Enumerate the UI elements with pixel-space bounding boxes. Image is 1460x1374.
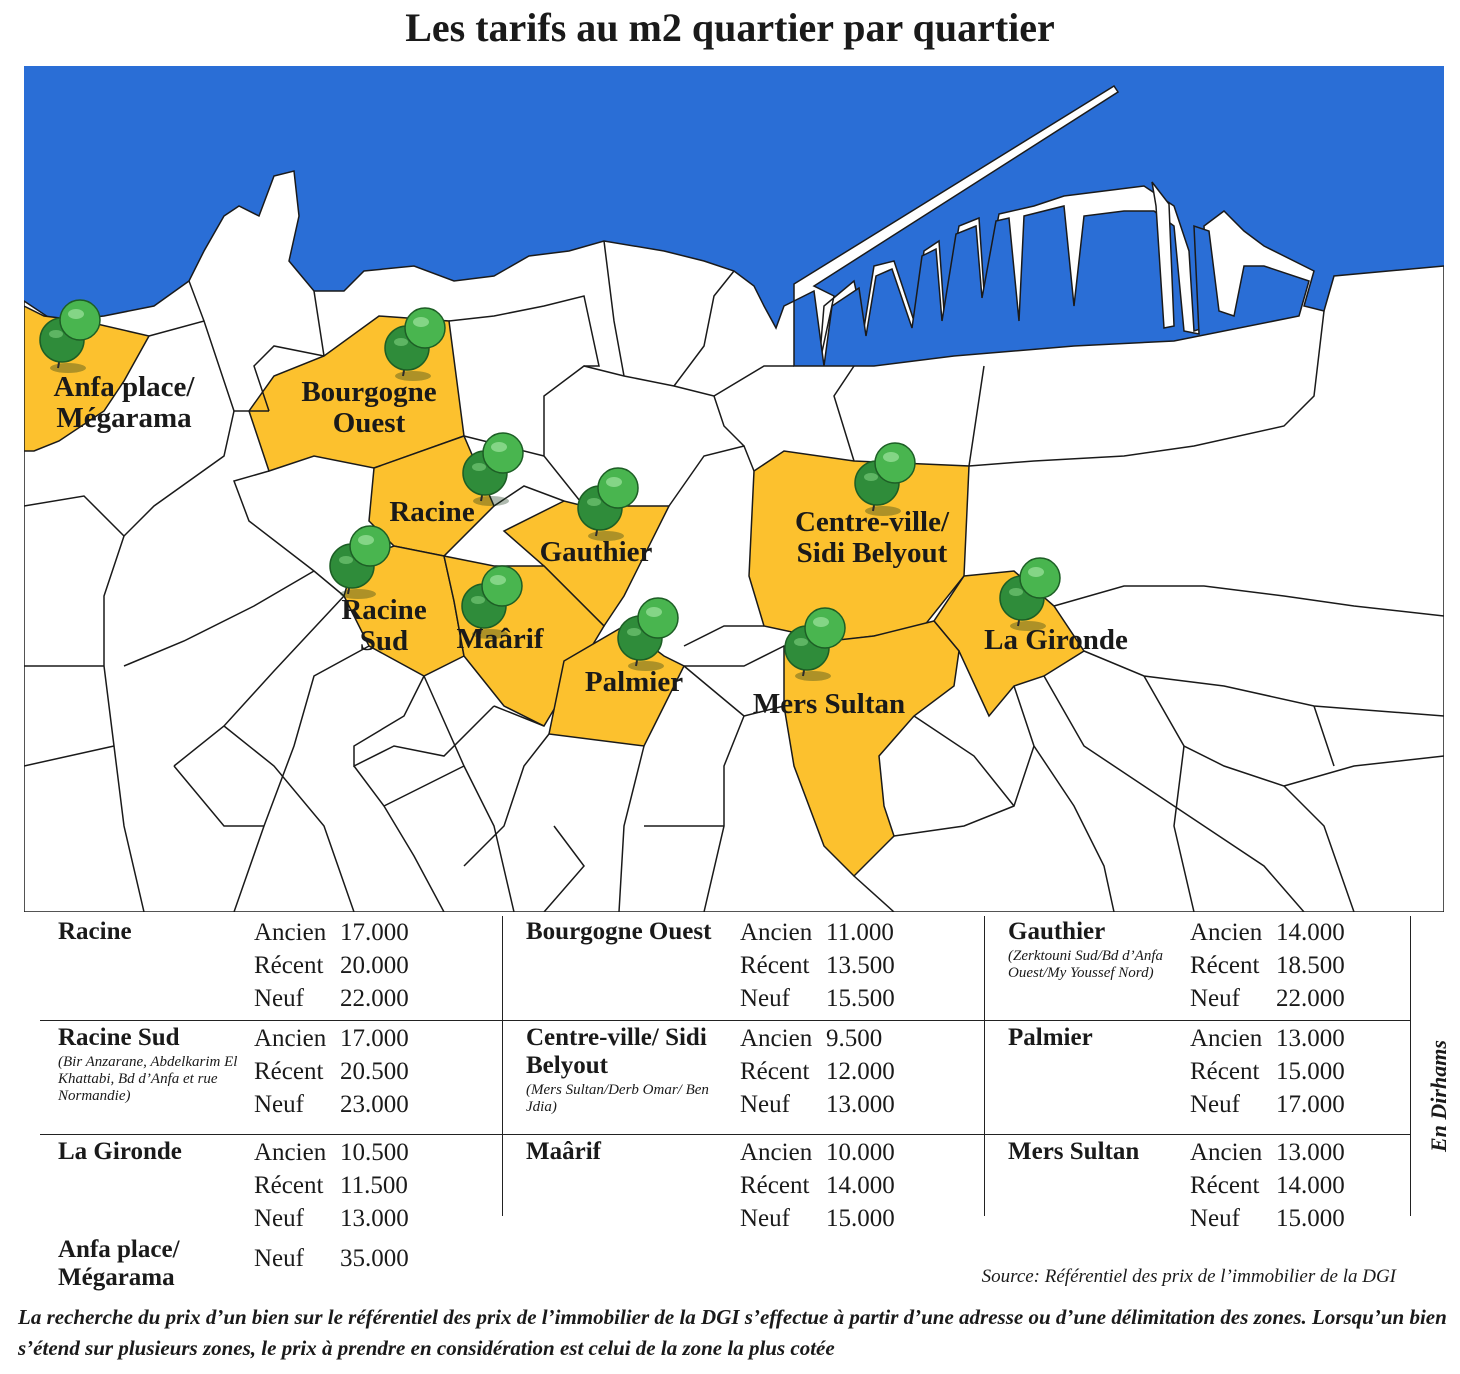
price-type: Récent <box>1190 1058 1260 1085</box>
map-label-mers <box>753 688 905 720</box>
unit-note-text: En Dirhams <box>1426 1040 1451 1152</box>
price-type: Ancien <box>254 1139 327 1166</box>
price-value: 15.000 <box>1276 1205 1345 1232</box>
price-type: Ancien <box>740 1025 813 1052</box>
vertical-divider <box>502 916 503 1216</box>
map-label-anfa <box>54 371 196 434</box>
map-label-palmier <box>585 666 683 698</box>
map-label-line: Anfa place/ <box>53 371 195 403</box>
price-list <box>1190 1136 1345 1235</box>
price-type: Ancien <box>254 1025 327 1052</box>
price-row <box>1190 1088 1345 1121</box>
price-row <box>254 1202 409 1235</box>
zone-name: Racine <box>58 918 132 945</box>
footnote: La recherche du prix d’un bien sur le référentiel des prix de l’immobilier de la DGI s’effectue à partir d’une adresse ou d’une délimitation des zones. Lorsqu’un bien s’étend sur plusieurs zones, le prix à prendre en considération est celui de la zone la plus cotée <box>18 1305 1447 1360</box>
price-type: Neuf <box>1190 1205 1240 1232</box>
price-row <box>254 1136 409 1169</box>
zone-subtitle: (Zerktouni Sud/Bd d’Anfa Ouest/My Youssef Nord) <box>1008 948 1163 981</box>
price-value: 10.500 <box>340 1139 409 1166</box>
map-label-gauthier <box>540 536 653 568</box>
price-row <box>740 1055 895 1088</box>
page-title: Les tarifs au m2 quartier par quartier <box>405 5 1055 50</box>
source-note: Source: Référentiel des prix de l’immobilier de la DGI <box>981 1266 1396 1287</box>
price-list <box>740 1136 895 1235</box>
price-value: 18.500 <box>1276 952 1345 979</box>
map-label-line: Ouest <box>332 407 406 439</box>
price-type: Ancien <box>1190 919 1263 946</box>
price-type: Neuf <box>740 985 790 1012</box>
price-type: Neuf <box>254 1245 304 1272</box>
price-list <box>1190 1022 1345 1121</box>
price-row <box>740 916 895 949</box>
price-row <box>254 1088 409 1121</box>
price-value: 14.000 <box>1276 1172 1345 1199</box>
price-table <box>36 916 1416 1294</box>
map-label-line: Bourgogne <box>301 376 437 408</box>
price-block <box>58 918 246 946</box>
map-label-line: Maârif <box>456 623 544 655</box>
price-value: 20.500 <box>340 1058 409 1085</box>
zone-name: Bourgogne Ouest <box>526 918 712 945</box>
price-value: 14.000 <box>1276 919 1345 946</box>
map-label-centre <box>795 506 950 569</box>
map-label-line: Sud <box>359 625 409 657</box>
price-value: 11.500 <box>340 1172 408 1199</box>
price-value: 13.500 <box>826 952 895 979</box>
price-type: Ancien <box>1190 1025 1263 1052</box>
price-value: 35.000 <box>340 1245 409 1272</box>
price-type: Récent <box>740 1058 810 1085</box>
price-row <box>740 1136 895 1169</box>
map-label-line: Centre-ville/ <box>794 506 950 538</box>
price-type: Récent <box>254 1172 324 1199</box>
map-label-line: La Gironde <box>984 624 1128 656</box>
price-block <box>58 1024 246 1105</box>
price-type: Ancien <box>254 919 327 946</box>
price-type: Ancien <box>740 919 813 946</box>
price-list <box>740 916 895 1015</box>
price-value: 10.000 <box>826 1139 895 1166</box>
vertical-divider <box>984 916 985 1216</box>
zone-name: Racine Sud <box>58 1024 180 1051</box>
price-value: 13.000 <box>826 1091 895 1118</box>
price-row <box>1190 1055 1345 1088</box>
price-value: 17.000 <box>340 1025 409 1052</box>
map-label-line: Gauthier <box>539 536 653 568</box>
price-row <box>1190 982 1345 1015</box>
price-row <box>740 949 895 982</box>
price-type: Neuf <box>740 1091 790 1118</box>
price-type: Récent <box>1190 1172 1260 1199</box>
price-block <box>58 1138 246 1166</box>
price-value: 17.000 <box>1276 1091 1345 1118</box>
map-label-line: Racine <box>341 594 427 626</box>
price-value: 13.000 <box>340 1205 409 1232</box>
price-value: 15.500 <box>826 985 895 1012</box>
price-row <box>254 1055 409 1088</box>
price-list <box>1190 916 1345 1015</box>
price-row <box>254 1242 409 1275</box>
price-row <box>1190 1136 1345 1169</box>
vertical-divider <box>1410 916 1411 1216</box>
price-type: Neuf <box>740 1205 790 1232</box>
price-value: 23.000 <box>340 1091 409 1118</box>
price-row <box>254 1169 409 1202</box>
price-row <box>1190 1169 1345 1202</box>
price-block <box>58 1236 246 1292</box>
price-row <box>254 1022 409 1055</box>
price-value: 9.500 <box>826 1025 883 1052</box>
zone-name: Gauthier <box>1008 918 1106 945</box>
price-list <box>254 1242 409 1275</box>
price-value: 20.000 <box>340 952 409 979</box>
price-type: Récent <box>740 1172 810 1199</box>
zone-subtitle: (Bir Anzarane, Abdelkarim El Khattabi, Bd d’Anfa et rue Normandie) <box>58 1054 238 1104</box>
price-type: Ancien <box>740 1139 813 1166</box>
map-label-line: Mers Sultan <box>752 688 906 720</box>
price-list <box>254 1136 409 1235</box>
map-label-maarif <box>457 623 544 655</box>
map-label-gironde <box>984 624 1128 656</box>
price-row <box>740 1088 895 1121</box>
price-row <box>1190 1022 1345 1055</box>
map-label-line: Sidi Belyout <box>796 537 948 569</box>
horizontal-divider <box>40 1134 1410 1135</box>
zone-name: La Gironde <box>58 1138 182 1165</box>
zone-name: Anfa place/ Mégarama <box>58 1236 180 1291</box>
price-row <box>1190 949 1345 982</box>
price-type: Neuf <box>254 1205 304 1232</box>
price-type: Récent <box>1190 952 1260 979</box>
price-type: Neuf <box>1190 985 1240 1012</box>
price-value: 22.000 <box>1276 985 1345 1012</box>
price-block <box>526 1024 732 1116</box>
price-row <box>740 982 895 1015</box>
price-value: 13.000 <box>1276 1025 1345 1052</box>
price-block <box>1008 1138 1182 1166</box>
price-value: 13.000 <box>1276 1139 1345 1166</box>
price-block <box>526 1138 732 1166</box>
zone-name: Maârif <box>526 1138 601 1165</box>
zone-subtitle: (Mers Sultan/Derb Omar/ Ben Jdia) <box>526 1082 709 1115</box>
price-type: Récent <box>254 1058 324 1085</box>
unit-note <box>1424 1020 1454 1155</box>
map-label-racine <box>389 496 475 528</box>
price-value: 14.000 <box>826 1172 895 1199</box>
price-type: Neuf <box>1190 1091 1240 1118</box>
price-row <box>740 1202 895 1235</box>
price-type: Ancien <box>1190 1139 1263 1166</box>
price-type: Récent <box>254 952 324 979</box>
price-row <box>740 1022 895 1055</box>
price-block <box>526 918 732 946</box>
map-label-line: Palmier <box>584 666 684 698</box>
price-value: 17.000 <box>340 919 409 946</box>
price-type: Neuf <box>254 985 304 1012</box>
price-row <box>254 916 409 949</box>
price-type: Neuf <box>254 1091 304 1118</box>
price-value: 12.000 <box>826 1058 895 1085</box>
horizontal-divider <box>40 1020 1410 1021</box>
district-map <box>24 66 1444 912</box>
price-list <box>254 1022 409 1121</box>
zone-name: Mers Sultan <box>1008 1138 1140 1165</box>
price-list <box>254 916 409 1015</box>
price-row <box>254 982 409 1015</box>
zone-name: Palmier <box>1008 1024 1093 1051</box>
price-block <box>1008 918 1182 982</box>
price-value: 11.000 <box>826 919 894 946</box>
zone-name: Centre-ville/ Sidi Belyout <box>526 1024 707 1079</box>
price-row <box>254 949 409 982</box>
price-value: 15.000 <box>826 1205 895 1232</box>
price-value: 15.000 <box>1276 1058 1345 1085</box>
price-list <box>740 1022 895 1121</box>
map-label-line: Racine <box>389 496 475 528</box>
price-row <box>1190 1202 1345 1235</box>
map-label-line: Mégarama <box>56 402 192 434</box>
price-value: 22.000 <box>340 985 409 1012</box>
price-row <box>740 1169 895 1202</box>
price-type: Récent <box>740 952 810 979</box>
price-row <box>1190 916 1345 949</box>
price-block <box>1008 1024 1182 1052</box>
